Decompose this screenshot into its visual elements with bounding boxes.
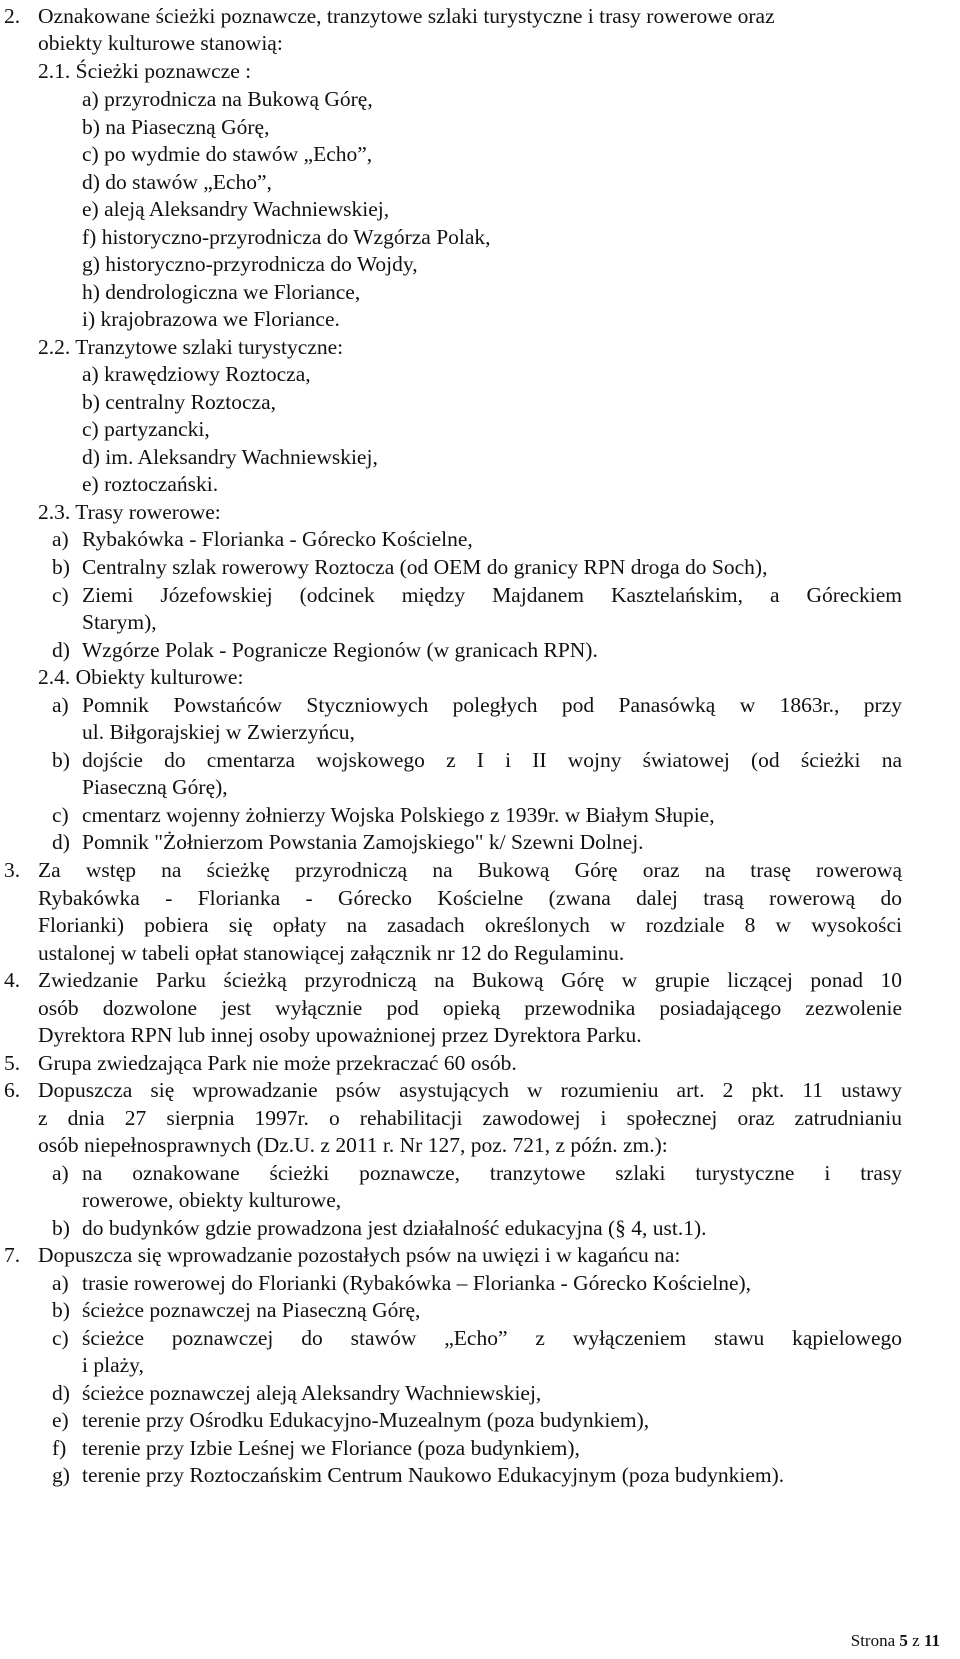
footer-separator: z [912,1631,920,1650]
section-2-text-1: Oznakowane ścieżki poznawcze, tranzytowe szlaki turystyczne i trasy rowerowe oraz [38,4,775,28]
section-3-number: 3. [4,858,21,882]
section-6-number: 6. [4,1078,21,1102]
section-4-number: 4. [4,968,21,992]
page-footer [851,1630,940,1652]
footer-page-number: 5 [899,1631,908,1650]
document-page: 2. Oznakowane ścieżki poznawcze, tranzytowe szlaki turystyczne i trasy rowerowe oraz obiekty kulturowe stanowią: 2.1. Ścieżki poznawcze : a) przyrodnicza na Bukową Górę, b) na Piaseczną Górę, c) po wydmie do stawów „Echo”, d) do stawów „Echo”, e) aleją Aleksandry Wachniewskiej, f) historyczno-przyrodnicza do Wzgórza Polak, g) historyczno-przyrodnicza do Wojdy, h) dendrologiczna we Floriance, i) krajobrazowa we Floriance. 2.2. Tranzytowe szlaki turystyczne: a) krawędziowy Roztocza, b) centralny Roztocza, c) partyzancki, d) im. Aleksandry Wachniewskiej, e) roztoczański. 2.3. Trasy rowerowe: a) Rybakówka - Florianka - Górecko Kościelne, b) Centralny szlak rowerowy Roztocza (od OEM do granicy RPN droga do Soch), c) Ziemi Józefowskiej (odcinek między Majdanem Kasztelańskim, a Góreckiem Starym), d) Wzgórze Polak - Pogranicze Regionów (w granicach RPN). 2.4. Obiekty kulturowe: a) Pomnik Powstańców Styczniowych poległych pod Panasówką w 1863r., przy ul. Biłgorajskiej w Zwierzyńcu, b) dojście do cmentarza wojskowego z I i II wojny światowej (od ścieżki na Piaseczną Górę), c) cmentarz wojenny żołnierzy Wojska Polskiego z 1939r. w Białym Słupie, d) Pomnik "Żołnierzom Powstania Zamojskiego" k/ Szewni Dolnej. 3. Za wstęp na ścieżkę przyrodniczą na Bukową Górę oraz na trasę rowerową Rybakówka - Florianka - Górecko Kościelne (zwana dalej trasą rowerową do Florianki) pobiera się opłaty na zasadach określonych w rozdziale 8 w wysokości ustalonej w tabeli opłat stanowiącej załącznik nr 12 do Regulaminu. 4. Zwiedzanie Parku ścieżką przyrodniczą na Bukową Górę w grupie liczącej ponad 10 osób dozwolone jest wyłącznie pod opieką przewodnika posiadającego zezwolenie Dyrektora RPN lub innej osoby upoważnionej przez Dyrektora Parku. 5. Grupa zwiedzająca Park nie może przekraczać 60 osób. 6. Dopuszcza się wprowadzanie psów asystujących w rozumieniu art. 2 pkt. 11 ustawy z dnia 27 sierpnia 1997r. o rehabilitacji zawodowej i społecznej oraz zatrudnianiu osób niepełnosprawnych (Dz.U. z 2011 r. Nr 127, poz. 721, z późn. zm.): a) na oznakowane ścieżki poznawcze, tranzytowe szlaki turystyczne i trasy rowerowe, obiekty kulturowe, b) do budynków gdzie prowadzona jest działalność edukacyjna (§ 4, ust.1). 7. Dopuszcza się wprowadzanie pozostałych psów na uwięzi i w kagańcu na: a) trasie rowerowej do Florianki (Rybakówka – Florianka - Górecko Kościelne), b) ścieżce poznawczej na Piaseczną Górę, c) ścieżce poznawczej do stawów „Echo” z wyłączeniem stawu kąpielowego i plaży, d) ścieżce poznawczej aleją Aleksandry Wachniewskiej, e) terenie przy Ośrodku Edukacyjno-Muzealnym (poza budynkiem), f) terenie przy Izbie Leśnej we Floriance (poza budynkiem), g) terenie przy Roztoczańskim Centrum Naukowo Edukacyjnym (poza budynkiem). Strona 5 z 11 [4,4,940,1650]
section-2-text-2: obiekty kulturowe stanowią: [38,31,283,55]
section-2-number: 2. [4,4,21,28]
section-5-number: 5. [4,1051,21,1075]
section-7-number: 7. [4,1243,21,1267]
footer-total-pages: 11 [923,1631,940,1650]
footer-prefix: Strona [850,1631,896,1650]
